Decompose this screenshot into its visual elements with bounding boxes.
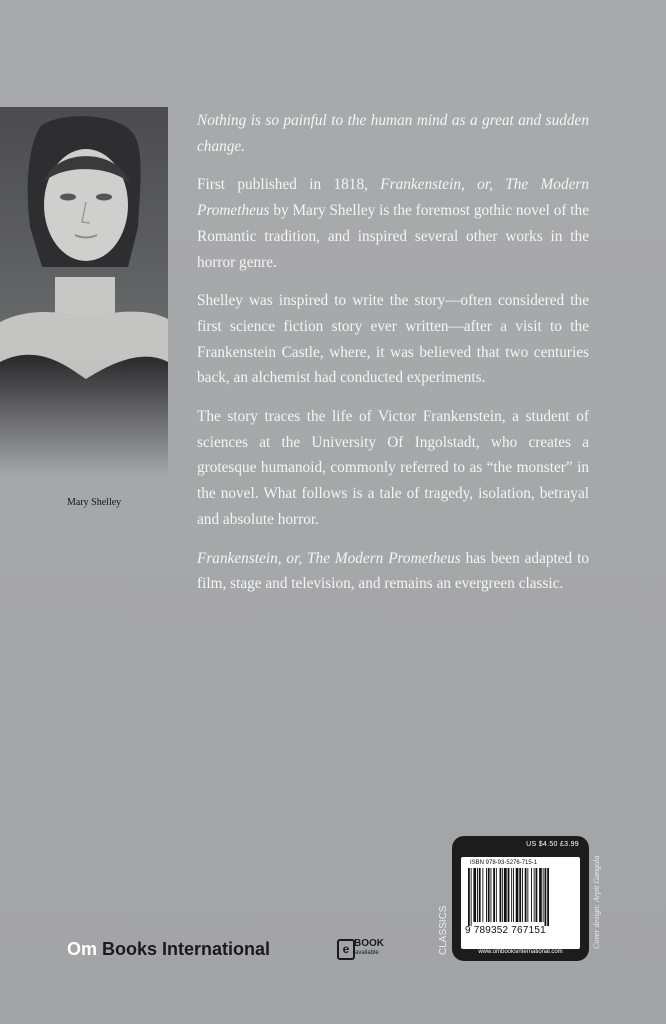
ebook-e-icon: e — [337, 939, 355, 960]
barcode-bar — [473, 868, 476, 922]
text-run: First published in 1818, — [197, 176, 381, 194]
barcode-bar — [543, 868, 544, 922]
mary-shelley-portrait — [0, 107, 168, 478]
barcode-bar — [488, 868, 490, 922]
barcode-bar — [508, 868, 510, 922]
barcode-bar — [479, 868, 481, 922]
barcode-bar — [511, 868, 512, 922]
blurb-paragraph-inspiration: Shelley was inspired to write the story—often considered the first science fiction story ever written—after a visit to the Frankenstein Castle, where, it was believed that two centuries back, an alchemist had conducted experiments. — [197, 292, 589, 387]
portrait-caption: Mary Shelley — [67, 497, 122, 508]
barcode-bar — [493, 868, 495, 922]
barcode-bar — [502, 868, 503, 922]
barcode-bar — [491, 868, 492, 922]
blurb-paragraph-publication — [197, 172, 589, 275]
publisher-logo-rest: Books International — [97, 939, 271, 959]
opening-quote: Nothing is so painful to the human mind as a great and sudden change. — [197, 112, 589, 155]
barcode-bar — [527, 868, 528, 922]
blurb-paragraph-story: The story traces the life of Victor Frankenstein, a student of sciences at the University Of Ingolstadt, who creates a grotesque humanoid, commonly referred to as “the monster” in the novel. What follows is a tale of tragedy, isolation, betrayal and absolute horror. — [197, 408, 589, 528]
barcode-bar — [516, 868, 519, 922]
barcode-bar — [539, 868, 542, 922]
barcode-box — [461, 857, 580, 949]
barcode-bar — [536, 868, 538, 922]
barcode-bar — [545, 868, 547, 926]
ebook-available-logo — [337, 937, 387, 961]
barcode-label — [452, 836, 589, 961]
ebook-available-text: available — [355, 950, 379, 956]
publisher-logo — [67, 939, 270, 960]
ebook-word: BOOK — [354, 938, 384, 949]
barcode-bar — [482, 868, 483, 922]
barcode-bar — [500, 868, 502, 922]
barcode-bar — [504, 868, 507, 922]
portrait-illustration — [0, 107, 168, 478]
blurb-text — [197, 108, 589, 610]
barcode-bar — [513, 868, 514, 922]
book-title-italic: Frankenstein, or, The Modern Prometheus — [197, 549, 461, 567]
text-run: by Mary Shelley is the foremost gothic novel of the Romantic tradition, and inspired several other works in the horror genre. — [197, 202, 589, 271]
book-title-italic: Frankenstein, or, The Modern Prometheus — [197, 176, 589, 220]
barcode-bar — [468, 868, 470, 926]
barcode-bar — [519, 868, 521, 922]
barcode-bar — [471, 868, 472, 926]
barcode-icon — [467, 868, 577, 926]
barcode-bar — [496, 868, 497, 922]
category-label: CLASSICS — [438, 905, 449, 955]
barcode-bar — [531, 868, 532, 922]
barcode-bar — [534, 868, 535, 922]
publisher-logo-om: Om — [67, 939, 98, 959]
price-tag: US $4.50 £3.99 — [526, 841, 579, 848]
barcode-bar — [477, 868, 478, 922]
isbn-number: ISBN 978-93-5276-715-1 — [470, 860, 538, 866]
barcode-digits: 9 789352 767151 — [465, 925, 546, 936]
publisher-website: www.ombooksinternational.com — [478, 949, 563, 955]
cover-design-credit: Cover design: Arpit Gangola — [592, 855, 601, 950]
barcode-bar — [547, 868, 549, 926]
barcode-bar — [486, 868, 487, 922]
barcode-bar — [522, 868, 523, 922]
blurb-paragraph-adaptations — [197, 546, 589, 597]
text-run: has been adapted to film, stage and television, and remains an evergreen classic. — [197, 549, 589, 593]
barcode-bar — [525, 868, 527, 922]
